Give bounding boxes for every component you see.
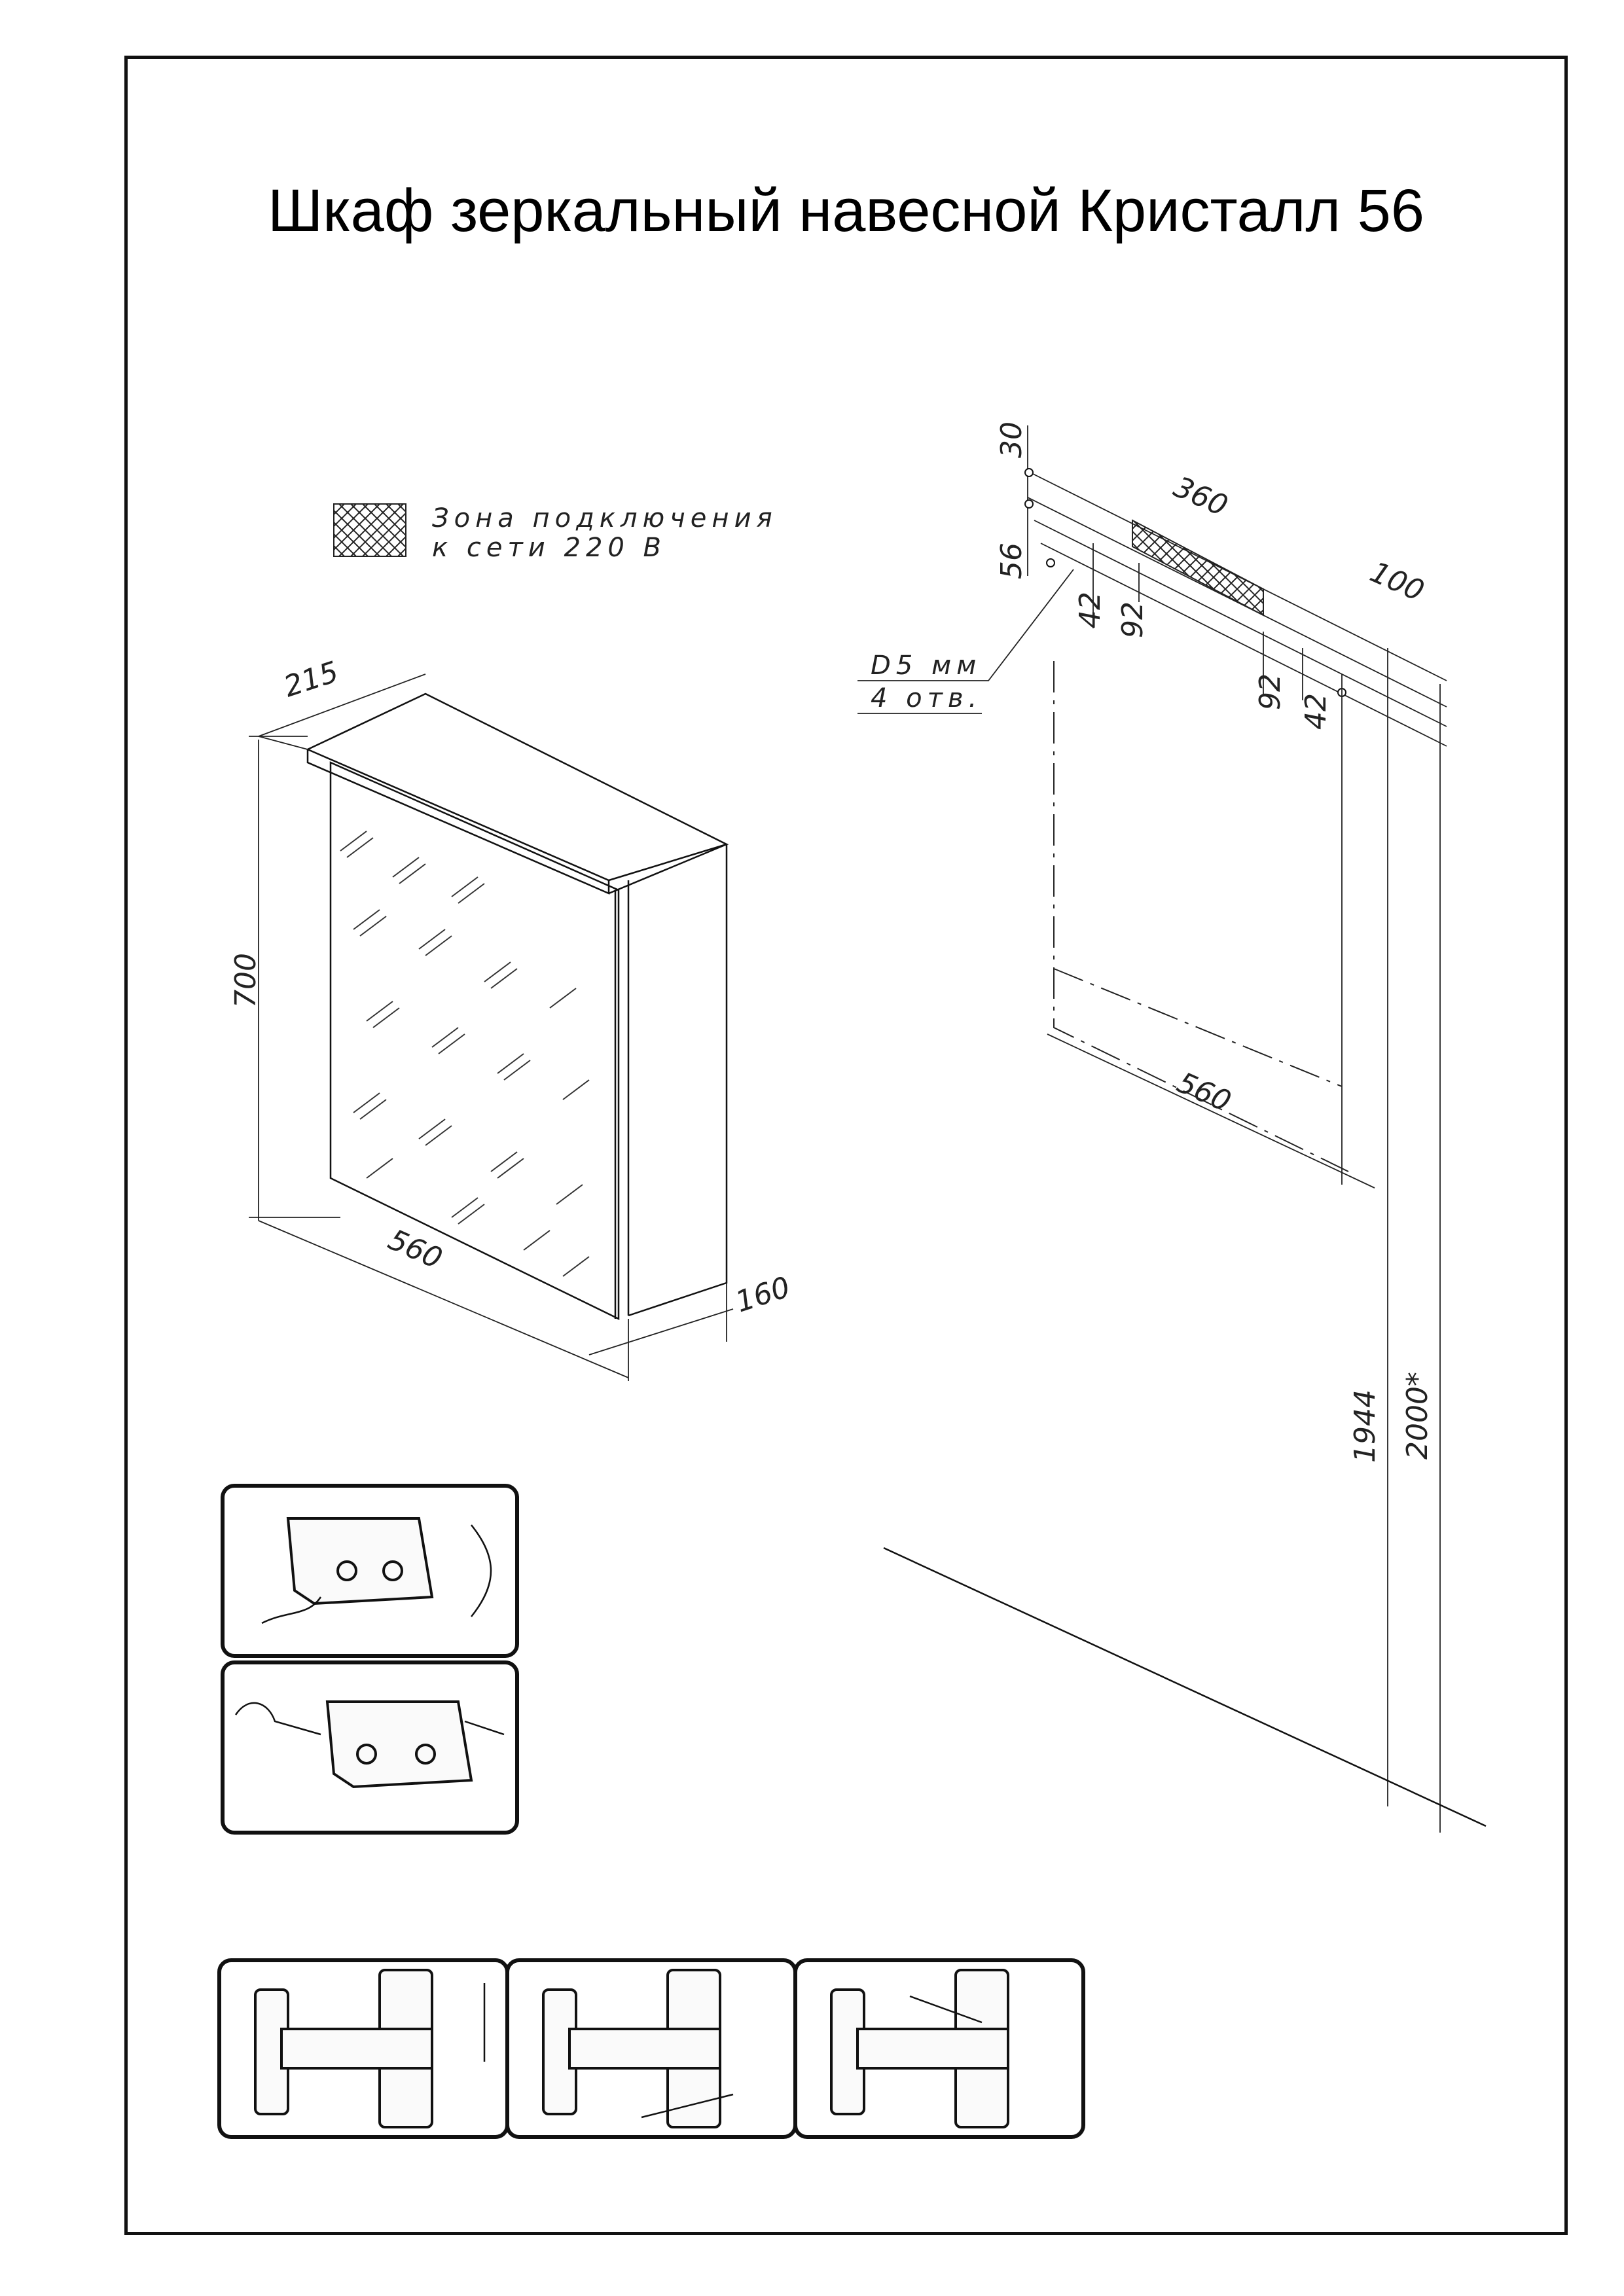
page-title: Шкаф зеркальный навесной Кристалл 56 [267,177,1424,244]
hole-spec-line1: D5 мм [871,651,982,681]
dim-92-right: 92 [1254,673,1287,710]
legend-line1: Зона подключения [432,503,778,533]
hole-lower-left [1047,559,1055,567]
dim-depth-215: 215 [280,655,343,704]
dim-zone-360: 360 [1168,470,1233,524]
dim-shelf-160: 160 [731,1270,795,1319]
mirror-door [331,762,619,1319]
dim-width-560: 560 [383,1223,447,1276]
dim-92-left: 92 [1116,601,1149,638]
cabinet-top [308,694,727,880]
dim-width-560-wall: 560 [1172,1066,1236,1119]
dim-height-700: 700 [229,953,262,1008]
dim-56: 56 [995,543,1028,579]
dim-42-left: 42 [1074,592,1107,628]
connection-zone [1132,520,1263,615]
dim-42-right: 42 [1299,693,1333,730]
dim-right-100: 100 [1365,555,1429,609]
hinge-adjust-depth [795,1960,1083,2137]
legend-line2: к сети 220 В [432,533,666,563]
hole-top-left [1025,469,1033,476]
hinge-adjust-vertical [219,1960,507,2137]
hole-mid-left [1025,500,1033,508]
hanger-adjust-vertical [223,1486,517,1656]
dim-30: 30 [995,422,1028,458]
cabinet-view [229,655,794,1381]
legend [334,503,778,563]
dim-height-2000: 2000* [1401,1372,1434,1460]
legend-hatch-swatch [334,504,406,556]
hole-spec-line2: 4 отв. [871,683,983,713]
hinge-adjust-horizontal [507,1960,795,2137]
dim-height-1944: 1944 [1348,1390,1382,1463]
wall-layout [857,422,1486,1833]
hanger-adjust-depth [223,1662,517,1833]
cabinet-side [628,844,727,1316]
mirror-hatch [340,831,589,1276]
floor-line [884,1548,1486,1826]
